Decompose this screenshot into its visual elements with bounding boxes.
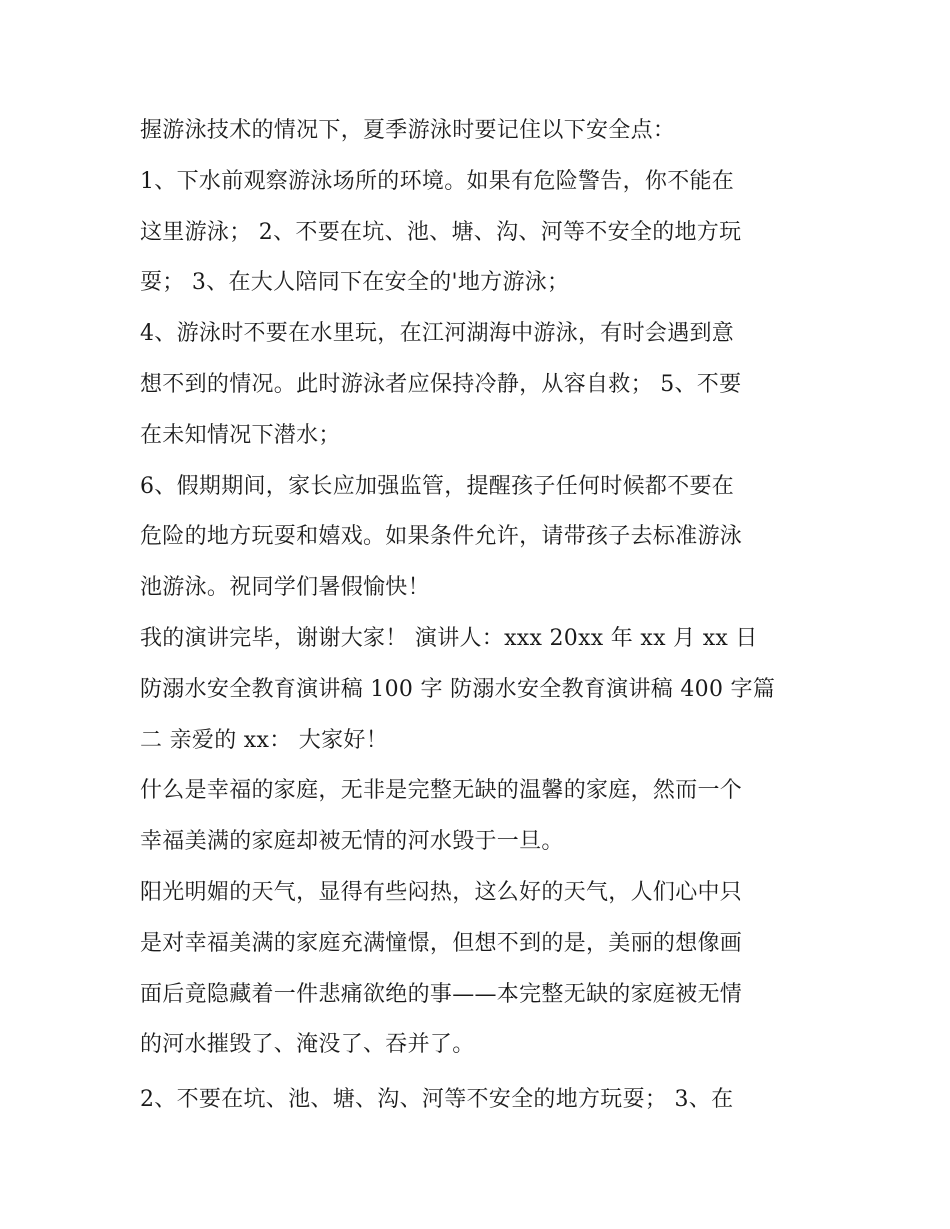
text-line: 池游泳。祝同学们暑假愉快！ xyxy=(140,575,430,601)
text-line: 的河水摧毁了、淹没了、吞并了。 xyxy=(140,1032,475,1058)
text-line: 握游泳技术的情况下，夏季游泳时要记住以下安全点： xyxy=(140,118,676,143)
text-line: 想不到的情况。此时游泳者应保持冷静，从容自救； 5、不要 xyxy=(140,371,742,397)
text-line: 二 亲爱的 xx： 大家好！ xyxy=(140,727,388,753)
text-line: 防溺水安全教育演讲稿 100 字 防溺水安全教育演讲稿 400 字篇 xyxy=(140,676,776,702)
text-line: 这里游泳； 2、不要在坑、池、塘、沟、河等不安全的地方玩 xyxy=(140,219,742,245)
text-line: 2、不要在坑、池、塘、沟、河等不安全的地方玩耍； 3、在 xyxy=(140,1087,734,1113)
text-line: 幸福美满的家庭却被无情的河水毁于一旦。 xyxy=(140,829,564,855)
text-line: 耍； 3、在大人陪同下在安全的'地方游泳； xyxy=(140,270,570,296)
text-line: 是对幸福美满的家庭充满憧憬，但想不到的是，美丽的想像画 xyxy=(140,930,743,956)
text-line: 危险的地方玩耍和嬉戏。如果条件允许，请带孩子去标准游泳 xyxy=(140,524,743,550)
text-line: 1、下水前观察游泳场所的环境。如果有危险警告，你不能在 xyxy=(140,168,735,194)
text-line: 4、游泳时不要在水里玩，在江河湖海中游泳，有时会遇到意 xyxy=(140,321,735,347)
document-body xyxy=(140,109,820,1129)
text-line: 阳光明媚的天气，显得有些闷热，这么好的天气，人们心中只 xyxy=(140,879,743,905)
text-line: 面后竟隐藏着一件悲痛欲绝的事——本完整无缺的家庭被无情 xyxy=(140,981,743,1007)
text-line: 我的演讲完毕，谢谢大家！ 演讲人：xxx 20xx 年 xx 月 xx 日 xyxy=(140,625,758,651)
text-line: 6、假期期间，家长应加强监管，提醒孩子任何时候都不要在 xyxy=(140,473,735,499)
text-line: 在未知情况下潜水； xyxy=(140,422,341,448)
text-line: 什么是幸福的家庭，无非是完整无缺的温馨的家庭，然而一个 xyxy=(140,778,743,804)
